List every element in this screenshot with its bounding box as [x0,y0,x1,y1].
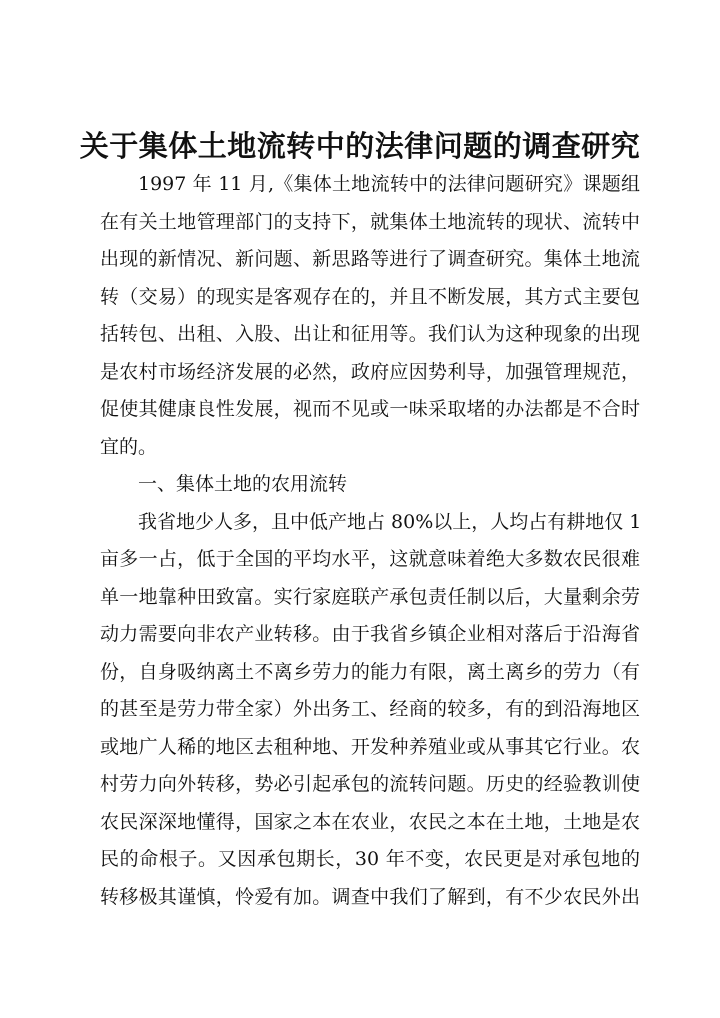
paragraph-line: 出现的新情况、新问题、新思路等进行了调查研究。集体土地流 [100,248,640,270]
paragraph-line: 民的命根子。又因承包期长，30 年不变，农民更是对承包地的 [100,848,640,870]
paragraph-line: 的甚至是劳力带全家）外出务工、经商的较多，有的到沿海地区 [100,698,640,720]
paragraph-line: 村劳力向外转移，势必引起承包的流转问题。历史的经验教训使 [100,773,640,795]
document-body [100,166,640,916]
paragraph-line: 份，自身吸纳离土不离乡劳力的能力有限，离土离乡的劳力（有 [100,660,640,683]
paragraph-line: 1997 年 11 月,《集体土地流转中的法律问题研究》课题组 [138,173,640,195]
paragraph-line: 宜的。 [100,435,158,458]
paragraph-line: 在有关土地管理部门的支持下，就集体土地流转的现状、流转中 [100,210,640,233]
paragraph-line: 或地广人稀的地区去租种地、开发种养殖业或从事其它行业。农 [100,735,640,758]
paragraph-line: 转移极其谨慎，怜爱有加。调查中我们了解到，有不少农民外出 [100,885,640,908]
paragraph-line: 农民深深地懂得，国家之本在农业，农民之本在土地，土地是农 [100,810,640,833]
paragraph-line: 括转包、出租、入股、出让和征用等。我们认为这种现象的出现 [100,323,640,345]
paragraph-line: 动力需要向非农产业转移。由于我省乡镇企业相对落后于沿海省 [100,623,640,645]
paragraph-line: 转（交易）的现实是客观存在的，并且不断发展，其方式主要包 [100,285,640,308]
paragraph-line: 我省地少人多，且中低产地占 80%以上，人均占有耕地仅 1 [138,510,642,533]
paragraph-line: 亩多一占，低于全国的平均水平，这就意味着绝大多数农民很难 [100,548,640,570]
document-title: 关于集体土地流转中的法律问题的调查研究 [79,129,641,163]
section-heading: 一、集体土地的农用流转 [138,473,348,495]
paragraph-line: 促使其健康良性发展，视而不见或一味采取堵的办法都是不合时 [100,398,640,420]
paragraph-line: 是农村市场经济发展的必然，政府应因势利导，加强管理规范， [100,360,640,383]
paragraph-line: 单一地靠种田致富。实行家庭联产承包责任制以后，大量剩余劳 [100,585,640,608]
